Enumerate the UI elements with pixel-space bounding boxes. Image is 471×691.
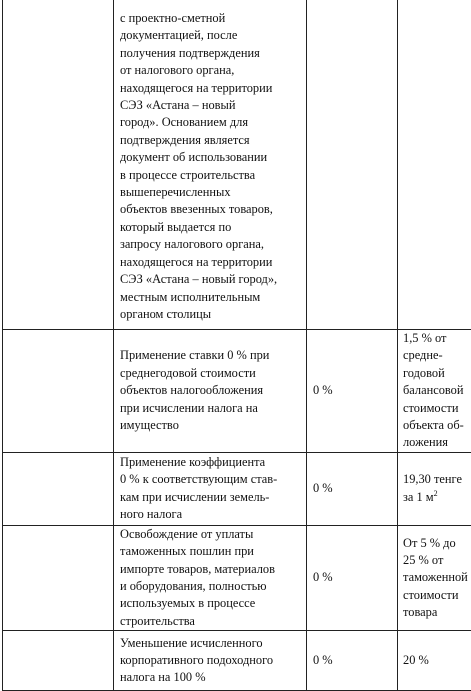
description-text: Применение коэффициента 0 % к соответствующим став- кам при исчислении земель- ного налога (120, 454, 302, 524)
table-cell-empty (3, 452, 114, 525)
rate-text: 0 % (313, 480, 397, 497)
benefits-table (2, 0, 471, 691)
table-cell-description (114, 0, 307, 330)
standard-rate-text: 20 % (403, 652, 471, 669)
table-cell-standard-rate (398, 330, 471, 453)
rate-text: 0 % (313, 382, 397, 399)
table-cell-standard-rate (398, 452, 471, 525)
table-cell-description (114, 452, 307, 525)
table-cell-rate (307, 452, 398, 525)
table-cell-rate (307, 631, 398, 691)
table-cell-rate (307, 330, 398, 453)
standard-rate-text: 1,5 % от средне- годовой балансовой стоимости объекта об- ложения (403, 330, 471, 452)
table-cell-description (114, 330, 307, 453)
table-cell-rate (307, 0, 398, 330)
description-text: Применение ставки 0 % при среднегодовой стоимости объектов налогообложения при исчислении налога на имущество (120, 347, 302, 434)
table-cell-empty (3, 0, 114, 330)
table-row (3, 525, 471, 630)
table-cell-standard-rate (398, 0, 471, 330)
table-row (3, 330, 471, 453)
table-cell-description (114, 525, 307, 630)
table-row (3, 631, 471, 691)
table-cell-description (114, 631, 307, 691)
description-text: Освобождение от уплаты таможенных пошлин при импорте товаров, материалов и оборудования, полностью используемых в процессе строительства (120, 526, 302, 630)
rate-text: 0 % (313, 652, 397, 669)
table-cell-empty (3, 631, 114, 691)
table-cell-rate (307, 525, 398, 630)
standard-rate-text: От 5 % до 25 % от таможенной стоимости товара (403, 535, 471, 622)
description-text: Уменьшение исчисленного корпоративного подоходного налога на 100 % (120, 635, 302, 687)
table-row (3, 0, 471, 330)
description-text: с проектно-сметной документацией, после получения подтверждения от налогового органа, находящегося на территории СЭЗ «Астана – новый город». Основанием для подтверждения является документ об использовании в процессе строительства вышеперечисленных объектов ввезенных товаров, который выдается по запросу налогового органа, находящегося на территории СЭЗ «Астана – новый город», местным исполнительным органом столицы (120, 10, 302, 323)
table-cell-standard-rate (398, 525, 471, 630)
table-cell-empty (3, 330, 114, 453)
table-cell-standard-rate (398, 631, 471, 691)
standard-rate-text: 19,30 тенге за 1 $м^2$ (403, 471, 471, 506)
rate-text: 0 % (313, 569, 397, 586)
table-row (3, 452, 471, 525)
superscript: 2 (434, 489, 438, 498)
table-cell-empty (3, 525, 114, 630)
